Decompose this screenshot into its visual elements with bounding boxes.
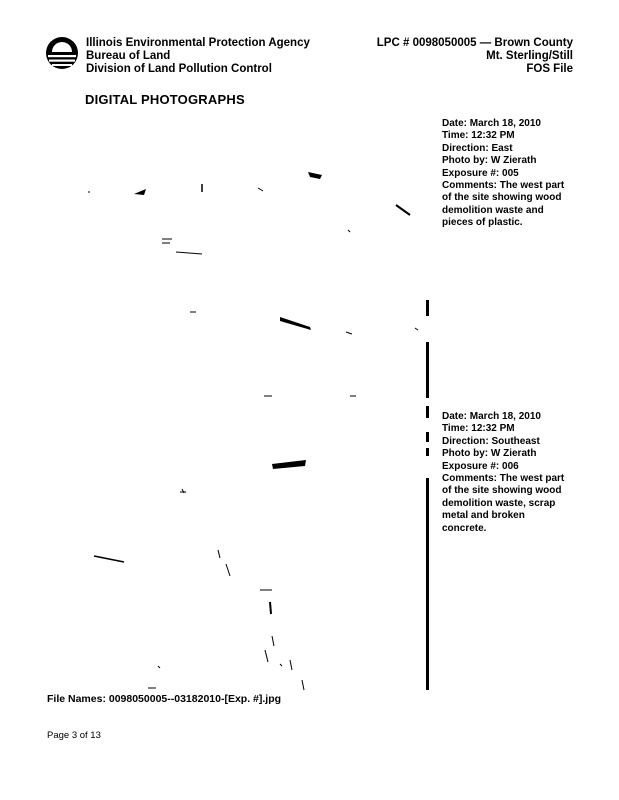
photo-divider-line bbox=[426, 406, 429, 418]
photo-caption-2 bbox=[442, 411, 572, 535]
photo-divider-line bbox=[426, 448, 429, 456]
agency-name: Illinois Environmental Protection Agency bbox=[86, 37, 310, 49]
site-photo-2 bbox=[50, 404, 422, 696]
illinois-epa-logo-icon bbox=[45, 36, 79, 70]
site-name: Mt. Sterling/Still bbox=[486, 50, 573, 62]
photo-date: Date: March 18, 2010 bbox=[442, 411, 541, 422]
bureau-name: Bureau of Land bbox=[86, 50, 171, 62]
page-title: DIGITAL PHOTOGRAPHS bbox=[85, 92, 245, 107]
photo-comments: Comments: The west part of the site showing wood demolition waste and pieces of plastic. bbox=[442, 180, 565, 229]
photo-caption-1 bbox=[442, 118, 572, 230]
photo-direction: Direction: Southeast bbox=[442, 435, 540, 447]
agency-block bbox=[86, 37, 310, 76]
photo-divider-line bbox=[426, 432, 429, 442]
lpc-block bbox=[377, 37, 573, 76]
photo-divider-line bbox=[426, 478, 429, 690]
photo-divider-line bbox=[426, 342, 429, 398]
page-number: Page 3 of 13 bbox=[47, 730, 101, 741]
photo-divider-line bbox=[426, 300, 429, 316]
lpc-number: LPC # 0098050005 — Brown County bbox=[376, 37, 573, 49]
photo-photographer: Photo by: W Zierath bbox=[442, 155, 537, 167]
file-names: File Names: 0098050005--03182010-[Exp. #].jpg bbox=[47, 693, 282, 705]
photo-direction: Direction: East bbox=[442, 142, 513, 154]
photo-photographer: Photo by: W Zierath bbox=[442, 448, 537, 460]
photo-time: Time: 12:32 PM bbox=[442, 130, 515, 142]
photo-date: Date: March 18, 2010 bbox=[442, 118, 541, 129]
division-name: Division of Land Pollution Control bbox=[86, 63, 272, 75]
file-type: FOS File bbox=[526, 63, 573, 75]
photo-exposure: Exposure #: 005 bbox=[442, 167, 519, 179]
site-photo-1 bbox=[50, 112, 422, 404]
photo-exposure: Exposure #: 006 bbox=[442, 460, 519, 472]
photo-time: Time: 12:32 PM bbox=[442, 423, 515, 435]
photo-comments: Comments: The west part of the site showing wood demolition waste, scrap metal and broken concrete. bbox=[442, 473, 565, 534]
